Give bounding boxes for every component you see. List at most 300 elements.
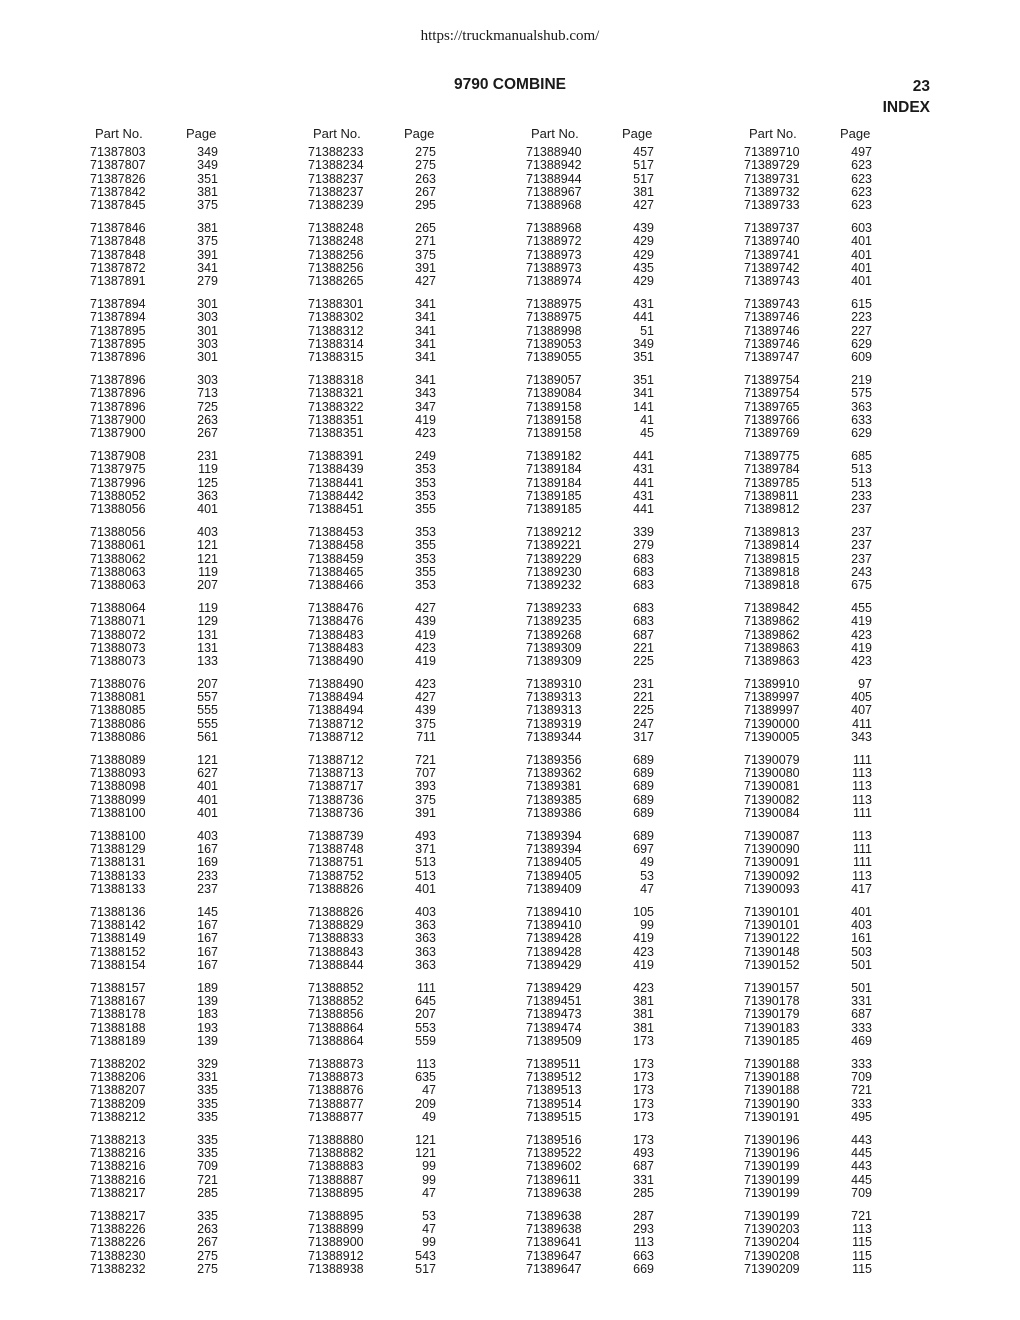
row-group (526, 146, 744, 212)
part-number: 71389185 (526, 502, 582, 517)
index-row (744, 1223, 962, 1236)
index-row (90, 1035, 308, 1048)
page-ref: 285 (197, 1185, 218, 1200)
page-ref: 99 (640, 918, 654, 933)
page-ref: 457 (633, 145, 654, 159)
page-ref: 237 (851, 538, 872, 553)
part-number: 71388237 (308, 171, 364, 186)
part-number: 71389754 (744, 372, 800, 387)
row-group (526, 1058, 744, 1124)
page-ref: 401 (851, 274, 872, 289)
index-row (744, 754, 962, 767)
part-number: 71388967 (526, 184, 582, 199)
page-ref: 429 (633, 274, 654, 289)
page-ref: 121 (415, 1146, 436, 1161)
page-ref: 275 (415, 145, 436, 159)
page-ref: 675 (851, 578, 872, 593)
index-row (90, 615, 308, 628)
part-number: 71389862 (744, 614, 800, 629)
page-header: Page (840, 126, 871, 141)
row-group (744, 1058, 962, 1124)
page-ref: 47 (422, 1083, 436, 1098)
index-row (308, 982, 526, 995)
page-ref: 353 (415, 462, 436, 477)
index-row (90, 718, 308, 731)
part-number: 71387848 (90, 234, 146, 249)
row-group (308, 374, 526, 440)
row-group (526, 678, 744, 744)
page-ref: 391 (415, 260, 436, 275)
page-ref: 645 (415, 994, 436, 1009)
index-row (526, 414, 744, 427)
part-number: 71390209 (744, 1261, 800, 1276)
part-number: 71388451 (308, 502, 364, 517)
page-ref: 353 (415, 524, 436, 539)
part-number: 71388217 (90, 1185, 146, 1200)
page-ref: 347 (415, 399, 436, 414)
page-ref: 687 (633, 1159, 654, 1174)
part-number: 71388833 (308, 931, 364, 946)
index-row (526, 262, 744, 275)
part-number: 71388852 (308, 994, 364, 1009)
index-row (744, 767, 962, 780)
part-number: 71389410 (526, 904, 582, 919)
part-number: 71389511 (526, 1056, 581, 1071)
part-no-header: Part No. (313, 126, 361, 141)
row-group (526, 906, 744, 972)
page-ref: 167 (197, 958, 218, 973)
page-ref: 173 (633, 1132, 654, 1147)
part-number: 71389184 (526, 475, 582, 490)
page-ref: 293 (633, 1222, 654, 1237)
page-ref: 443 (851, 1132, 872, 1147)
index-row (526, 503, 744, 516)
row-group (90, 374, 308, 440)
part-number: 71389055 (526, 350, 582, 365)
part-number: 71388064 (90, 600, 146, 615)
page-ref: 683 (633, 551, 654, 566)
part-number: 71388189 (90, 1034, 146, 1049)
part-number: 71389233 (526, 600, 582, 615)
page-ref: 375 (415, 792, 436, 807)
part-number: 71388085 (90, 703, 146, 718)
page-ref: 401 (851, 247, 872, 262)
index-row (90, 629, 308, 642)
index-row (90, 450, 308, 463)
part-number: 71388062 (90, 551, 146, 566)
index-row (308, 477, 526, 490)
part-number: 71388081 (90, 690, 146, 705)
index-row (526, 1008, 744, 1021)
part-number: 71389232 (526, 578, 582, 593)
page-ref: 513 (851, 475, 872, 490)
page-header: Page (622, 126, 653, 141)
page-ref: 351 (633, 372, 654, 387)
index-row (308, 843, 526, 856)
row-group (744, 526, 962, 592)
index-row (90, 870, 308, 883)
index-row (308, 615, 526, 628)
part-number: 71387848 (90, 247, 146, 262)
page-ref: 401 (197, 502, 218, 517)
index-row (90, 222, 308, 235)
part-number: 71389084 (526, 386, 582, 401)
part-number: 71388207 (90, 1083, 146, 1098)
part-number: 71389268 (526, 627, 582, 642)
index-row (90, 830, 308, 843)
part-number: 71389158 (526, 412, 582, 427)
page-ref: 363 (415, 918, 436, 933)
part-number: 71389732 (744, 184, 800, 199)
part-number: 71389997 (744, 703, 800, 718)
index-row (308, 325, 526, 338)
part-number: 71388217 (90, 1208, 146, 1223)
page-number: 23 (912, 78, 930, 95)
index-row (744, 995, 962, 1008)
page-ref: 711 (416, 730, 436, 745)
part-number: 71389057 (526, 372, 582, 387)
index-row (308, 222, 526, 235)
page-ref: 231 (197, 448, 218, 463)
part-number: 71389812 (744, 502, 800, 517)
page-ref: 555 (197, 716, 218, 731)
page-ref: 629 (851, 336, 872, 351)
index-row (744, 1071, 962, 1084)
row-group (526, 1134, 744, 1200)
page-ref: 167 (197, 842, 218, 857)
part-number: 71390087 (744, 828, 800, 843)
page-ref: 249 (415, 448, 436, 463)
row-group (526, 1210, 744, 1276)
index-column (308, 126, 526, 1286)
page-ref: 341 (197, 260, 218, 275)
index-row (308, 794, 526, 807)
index-row (744, 503, 962, 516)
part-number: 71389746 (744, 323, 800, 338)
page-ref: 223 (851, 310, 872, 325)
part-number: 71389740 (744, 234, 800, 249)
index-row (744, 553, 962, 566)
page-ref: 689 (633, 779, 654, 794)
part-number: 71388973 (526, 247, 582, 262)
part-number: 71388441 (308, 475, 364, 490)
part-number: 71387845 (90, 198, 146, 213)
index-row (90, 414, 308, 427)
part-number: 71388073 (90, 640, 146, 655)
index-row (90, 1210, 308, 1223)
part-number: 71389405 (526, 868, 582, 883)
part-number: 71388876 (308, 1083, 364, 1098)
index-row (90, 146, 308, 159)
index-row (526, 173, 744, 186)
page-ref: 113 (852, 766, 872, 781)
part-number: 71390122 (744, 931, 800, 946)
index-row (308, 387, 526, 400)
part-number: 71387896 (90, 350, 146, 365)
column-header (90, 126, 308, 146)
index-row (744, 1160, 962, 1173)
row-group (90, 1210, 308, 1276)
page-ref: 721 (197, 1172, 218, 1187)
index-row (308, 870, 526, 883)
part-number: 71387975 (90, 462, 146, 477)
page-ref: 287 (633, 1208, 654, 1223)
page-ref: 275 (197, 1248, 218, 1263)
part-number: 71390148 (744, 944, 800, 959)
part-number: 71388900 (308, 1235, 364, 1250)
part-number: 71387894 (90, 310, 146, 325)
part-number: 71390091 (744, 855, 800, 870)
page-ref: 417 (851, 882, 872, 897)
page-ref: 439 (415, 614, 436, 629)
page-ref: 623 (851, 198, 872, 213)
part-number: 71388895 (308, 1185, 364, 1200)
part-number: 71388973 (526, 260, 582, 275)
index-row (90, 579, 308, 592)
part-number: 71388233 (308, 145, 364, 159)
index-row (308, 602, 526, 615)
part-number: 71388899 (308, 1222, 364, 1237)
part-number: 71388453 (308, 524, 364, 539)
index-row (744, 1250, 962, 1263)
part-number: 71390203 (744, 1222, 800, 1237)
page-ref: 113 (852, 792, 872, 807)
part-number: 71389158 (526, 426, 582, 441)
page-ref: 247 (633, 716, 654, 731)
index-row (90, 807, 308, 820)
index-row (526, 351, 744, 364)
page-ref: 113 (852, 828, 872, 843)
index-row (308, 1022, 526, 1035)
index-row (90, 1022, 308, 1035)
page-ref: 99 (422, 1172, 436, 1187)
part-number: 71388968 (526, 198, 582, 213)
page-ref: 219 (851, 372, 872, 387)
page-ref: 697 (633, 842, 654, 857)
page-ref: 623 (851, 171, 872, 186)
part-number: 71388133 (90, 882, 146, 897)
page-ref: 45 (640, 426, 654, 441)
page-ref: 555 (197, 703, 218, 718)
index-row (526, 490, 744, 503)
index-row (90, 1223, 308, 1236)
index-row (744, 490, 962, 503)
index-row (744, 602, 962, 615)
part-number: 71390208 (744, 1248, 800, 1263)
row-group (90, 830, 308, 896)
index-row (744, 146, 962, 159)
index-row (526, 1022, 744, 1035)
index-row (90, 946, 308, 959)
page-ref: 687 (633, 627, 654, 642)
page-ref: 303 (197, 372, 218, 387)
index-row (744, 1022, 962, 1035)
page-ref: 707 (415, 766, 436, 781)
part-number: 71388234 (308, 158, 364, 173)
page-ref: 341 (415, 372, 436, 387)
row-group (744, 830, 962, 896)
part-number: 71389746 (744, 310, 800, 325)
page-ref: 119 (198, 600, 218, 615)
part-number: 71388856 (308, 1007, 364, 1022)
index-row (90, 1236, 308, 1249)
page-ref: 221 (633, 690, 654, 705)
part-number: 71388494 (308, 690, 364, 705)
page-ref: 279 (633, 538, 654, 553)
index-row (308, 539, 526, 552)
page-ref: 633 (851, 412, 872, 427)
index-row (308, 235, 526, 248)
index-row (526, 780, 744, 793)
page-ref: 363 (851, 399, 872, 414)
page-ref: 429 (633, 234, 654, 249)
index-row (308, 830, 526, 843)
page-ref: 403 (197, 524, 218, 539)
index-row (308, 374, 526, 387)
part-number: 71387896 (90, 386, 146, 401)
part-number: 71388712 (308, 730, 364, 745)
part-number: 71388136 (90, 904, 146, 919)
index-row (744, 1134, 962, 1147)
page-ref: 455 (851, 600, 872, 615)
index-row (308, 490, 526, 503)
page-ref: 419 (415, 627, 436, 642)
page-ref: 427 (415, 690, 436, 705)
page-ref: 141 (633, 399, 654, 414)
page-ref: 47 (640, 882, 654, 897)
index-row (526, 325, 744, 338)
page-ref: 173 (633, 1034, 654, 1049)
part-number: 71388887 (308, 1172, 364, 1187)
index-row (308, 780, 526, 793)
part-number: 71388975 (526, 310, 582, 325)
row-group (308, 222, 526, 288)
part-number: 71390084 (744, 806, 800, 821)
page-ref: 423 (851, 627, 872, 642)
page-ref: 513 (851, 462, 872, 477)
part-number: 71387842 (90, 184, 146, 199)
page-ref: 111 (852, 752, 872, 767)
index-row (744, 249, 962, 262)
page-ref: 517 (633, 171, 654, 186)
column-header (308, 126, 526, 146)
index-row (90, 1084, 308, 1097)
index-row (90, 602, 308, 615)
index-row (90, 387, 308, 400)
page-ref: 331 (633, 1172, 654, 1187)
part-number: 71389785 (744, 475, 800, 490)
index-row (90, 374, 308, 387)
part-number: 71388483 (308, 627, 364, 642)
page-ref: 243 (851, 564, 872, 579)
page-ref: 381 (633, 1007, 654, 1022)
part-number: 71388852 (308, 980, 364, 995)
page-ref: 419 (633, 931, 654, 946)
part-number: 71388458 (308, 538, 364, 553)
page-ref: 469 (851, 1034, 872, 1049)
index-row (526, 450, 744, 463)
row-group (744, 450, 962, 516)
page-ref: 113 (634, 1235, 654, 1250)
part-number: 71388098 (90, 779, 146, 794)
row-group (526, 450, 744, 516)
index-row (744, 780, 962, 793)
page-ref: 189 (197, 980, 218, 995)
part-number: 71388086 (90, 730, 146, 745)
index-row (308, 1098, 526, 1111)
index-row (744, 678, 962, 691)
part-number: 71388318 (308, 372, 364, 387)
index-row (90, 1098, 308, 1111)
page-ref: 225 (633, 654, 654, 669)
part-number: 71389818 (744, 564, 800, 579)
part-number: 71388465 (308, 564, 364, 579)
page-ref: 227 (851, 323, 872, 338)
part-number: 71389818 (744, 578, 800, 593)
part-number: 71388736 (308, 806, 364, 821)
index-row (526, 754, 744, 767)
index-row (90, 351, 308, 364)
page-ref: 225 (633, 703, 654, 718)
page-ref: 503 (851, 944, 872, 959)
index-row (744, 843, 962, 856)
section-label: INDEX (882, 99, 930, 116)
page-ref: 401 (197, 779, 218, 794)
index-row (90, 794, 308, 807)
index-row (526, 959, 744, 972)
page-ref: 301 (197, 296, 218, 311)
part-number: 71388226 (90, 1222, 146, 1237)
page-ref: 561 (197, 730, 218, 745)
part-number: 71389514 (526, 1096, 582, 1111)
row-group (90, 602, 308, 668)
index-row (526, 159, 744, 172)
column-header (744, 126, 962, 146)
index-row (308, 414, 526, 427)
part-number: 71390188 (744, 1070, 800, 1085)
index-row (744, 1008, 962, 1021)
page-ref: 275 (415, 158, 436, 173)
part-number: 71388131 (90, 855, 146, 870)
part-number: 71388152 (90, 944, 146, 959)
index-row (744, 870, 962, 883)
page-ref: 375 (415, 247, 436, 262)
part-number: 71388167 (90, 994, 146, 1009)
part-number: 71388213 (90, 1132, 146, 1147)
page-ref: 207 (197, 676, 218, 691)
page-ref: 173 (633, 1070, 654, 1085)
index-row (308, 704, 526, 717)
page-ref: 355 (415, 564, 436, 579)
row-group (90, 450, 308, 516)
part-number: 71389229 (526, 551, 582, 566)
index-row (308, 503, 526, 516)
part-number: 71388895 (308, 1208, 364, 1223)
part-number: 71389997 (744, 690, 800, 705)
part-number: 71389638 (526, 1185, 582, 1200)
page-ref: 335 (197, 1146, 218, 1161)
part-number: 71388076 (90, 676, 146, 691)
page-ref: 237 (851, 502, 872, 517)
index-row (526, 477, 744, 490)
page-ref: 221 (633, 640, 654, 655)
index-row (308, 807, 526, 820)
row-group (526, 830, 744, 896)
part-number: 71390090 (744, 842, 800, 857)
index-row (308, 338, 526, 351)
index-row (308, 159, 526, 172)
part-number: 71389863 (744, 640, 800, 655)
